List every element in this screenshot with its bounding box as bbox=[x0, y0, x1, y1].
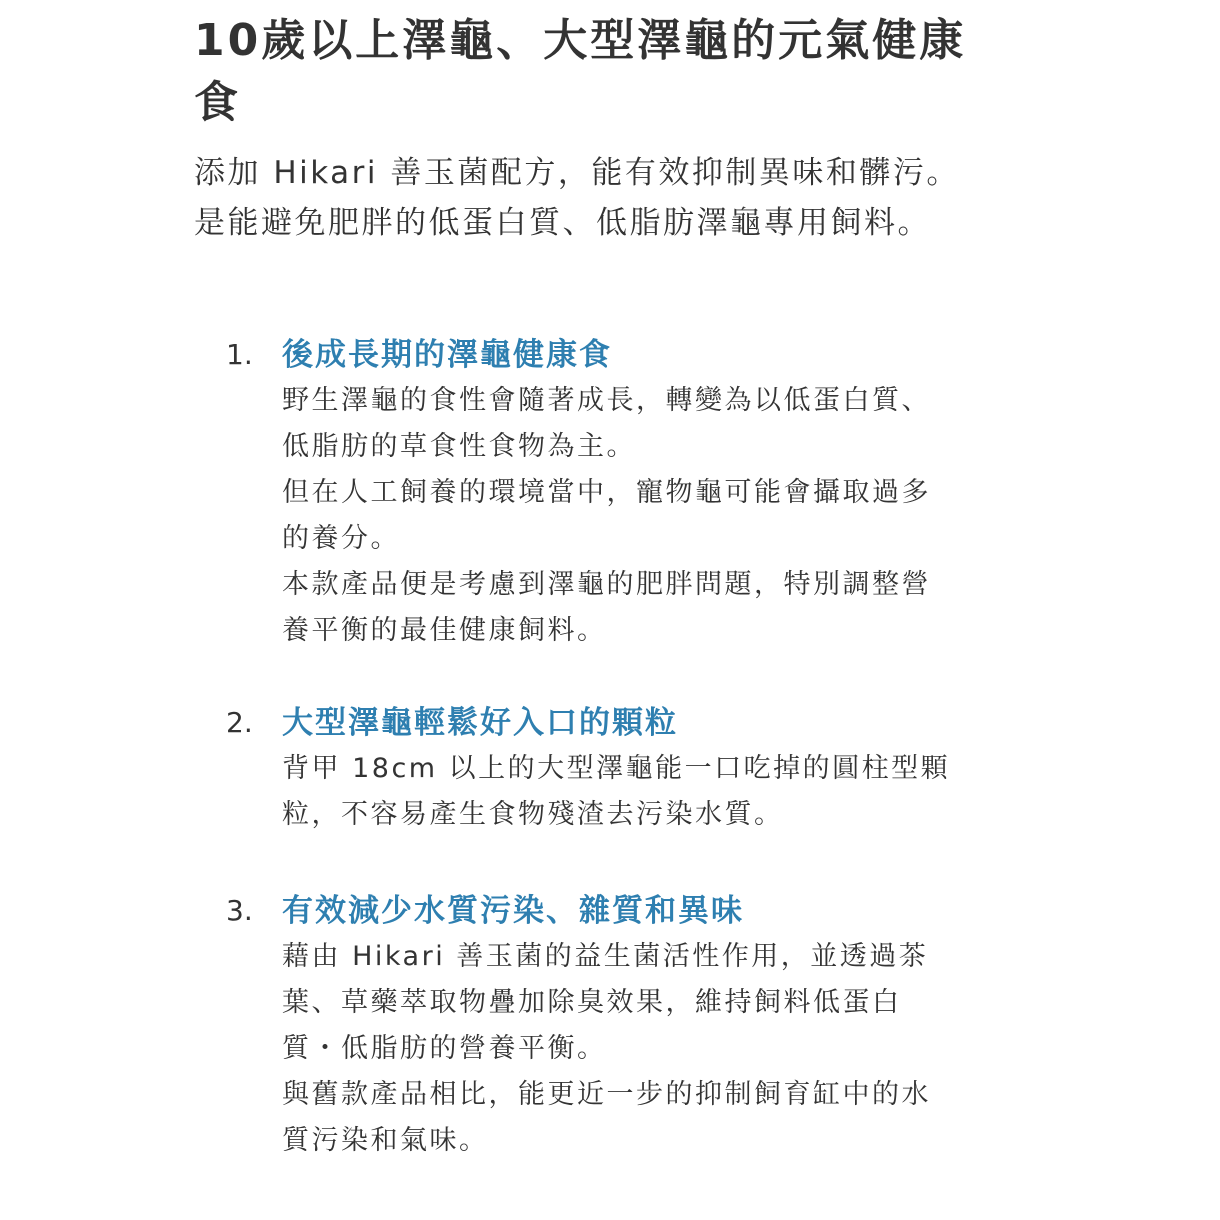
feature-line: 但在人工飼養的環境當中，寵物龜可能會攝取過多 bbox=[282, 477, 931, 508]
feature-line: 背甲 18cm 以上的大型澤龜能一口吃掉的圓柱型顆 bbox=[282, 753, 951, 784]
feature-number: 1. bbox=[226, 338, 253, 371]
feature-line: 藉由 Hikari 善玉菌的益生菌活性作用，並透過茶 bbox=[282, 941, 929, 972]
feature-number: 2. bbox=[226, 706, 253, 739]
intro-line: 添加 Hikari 善玉菌配方，能有效抑制異味和髒污。 bbox=[194, 155, 960, 191]
feature-text bbox=[282, 746, 1022, 838]
feature-line: 的養分。 bbox=[282, 523, 400, 554]
feature-line: 低脂肪的草食性食物為主。 bbox=[282, 431, 636, 462]
feature-line: 質・低脂肪的營養平衡。 bbox=[282, 1033, 607, 1064]
intro-line: 是能避免肥胖的低蛋白質、低脂肪澤龜專用飼料。 bbox=[194, 205, 931, 241]
feature-line: 質污染和氣味。 bbox=[282, 1125, 489, 1156]
feature-heading: 大型澤龜輕鬆好入口的顆粒 bbox=[282, 705, 678, 741]
feature-heading: 有效減少水質污染、雜質和異味 bbox=[282, 893, 744, 929]
feature-text bbox=[282, 378, 1022, 654]
feature-line: 本款產品便是考慮到澤龜的肥胖問題，特別調整營 bbox=[282, 569, 931, 600]
title-line: 食 bbox=[194, 77, 241, 128]
feature-line: 養平衡的最佳健康飼料。 bbox=[282, 615, 607, 646]
feature-number: 3. bbox=[226, 894, 253, 927]
intro-paragraph bbox=[194, 148, 1044, 248]
product-description bbox=[194, 0, 1044, 248]
title-line: 10歲以上澤龜、大型澤龜的元氣健康 bbox=[194, 15, 967, 66]
feature-line: 與舊款產品相比，能更近一步的抑制飼育缸中的水 bbox=[282, 1079, 931, 1110]
page-title bbox=[194, 10, 1044, 134]
feature-text bbox=[282, 934, 1022, 1164]
feature-line: 粒，不容易產生食物殘渣去污染水質。 bbox=[282, 799, 784, 830]
feature-line: 野生澤龜的食性會隨著成長，轉變為以低蛋白質、 bbox=[282, 385, 931, 416]
feature-line: 葉、草藥萃取物疊加除臭效果，維持飼料低蛋白 bbox=[282, 987, 902, 1018]
feature-heading: 後成長期的澤龜健康食 bbox=[282, 337, 612, 373]
